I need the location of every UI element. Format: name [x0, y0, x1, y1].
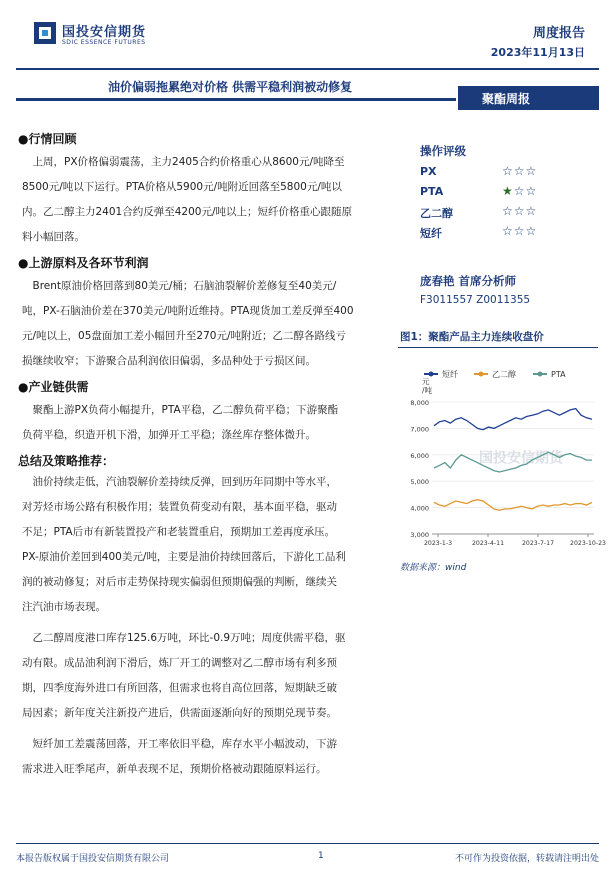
star-icon: ☆☆☆ [502, 204, 538, 218]
y-tick-label: 5,000 [410, 478, 429, 487]
section-title-summary: 总结及策略推荐： [18, 454, 115, 468]
x-tick-label: 2023-10-23 [570, 540, 606, 547]
paragraph-upstream: Brent原油价格回落到80美元/桶；石脑油裂解价差修复至40美元/ 吨，PX-石脑油价差在370美元/吨附近维持。PTA现货加工差反弹至400 元/吨以上，05盘面加工差小幅回升至270元/吨附近；乙二醇各路线亏 损继续收窄；下游聚合品利润依旧偏弱，多品种处于亏损区间。 [22, 280, 354, 367]
legend-label: 短纤 [442, 370, 458, 379]
footer-divider [16, 843, 599, 844]
paragraph-summary: 油价持续走低，汽油裂解价差持续反弹，回到历年同期中等水平， 对芳烃市场公路有积极作用；装置负荷变动有限，基本面平稳，驱动 不足；PTA后市有新装置投产和老装置重启，预期加工差再度承压。 PX-原油价差回到400美元/吨，主要是油价持续回落后，下游化工品利 润的被动修复；对后市走势保持现实偏弱但预期偏强的判断，继续关 注汽油市场表现。 乙二醇周度港口库存125.6万吨，环比-0.9万吨；周度供需平稳，驱 动有限。成品油利润下滑后，炼厂开工的调整对乙二醇市场有利多预 期，四季度海外进口有所回落，但需求也将自高位回落，短期缺乏破 局因素；新年度关注新投产进后，供需面逐渐向好的预期兑现节奏。 短纤加工差震荡回落，开工率依旧平稳，库存水平小幅波动，下游 需求进入旺季尾声，新单表现不足，预期价格被动跟随原料运行。 [22, 476, 346, 775]
legend-marker [538, 372, 543, 377]
company-logo-icon [34, 22, 56, 44]
series-line [434, 500, 592, 511]
legend-marker [429, 372, 434, 377]
paragraph-supply-demand: 聚酯上游PX负荷小幅提升，PTA平稳，乙二醇负荷平稳；下游聚酯 负荷平稳，织造开机下滑，加弹开工平稳；涤丝库存整体微升。 [22, 404, 339, 441]
y-tick-label: 6,000 [410, 451, 429, 460]
header-divider [16, 68, 599, 70]
section-tab-label: 聚酯周报 [482, 92, 531, 106]
company-name-en: SDIC ESSENCE FUTURES [62, 39, 146, 46]
series-line [434, 409, 592, 430]
rating-row-psf: 短纤 ☆☆☆ [420, 224, 538, 240]
analyst-name: 庞春艳 首席分析师 [420, 274, 517, 288]
star-icon: ☆☆☆ [502, 164, 538, 178]
figure-title: 图1：聚酯产品主力连续收盘价 [400, 331, 544, 343]
price-line-chart [396, 352, 606, 552]
section-title-supply-demand: ●产业链供需 [18, 380, 89, 394]
x-tick-label: 2023-1-3 [423, 540, 453, 547]
paragraph-market-review: 上周，PX价格偏弱震荡，主力2405合约价格重心从8600元/吨降至 8500元/吨以下运行。PTA价格从5900元/吨附近回落至5800元/吨以 内。乙二醇主力2401合约反弹至4200元/吨以上；短纤价格重心跟随原 料小幅回落。 [22, 156, 352, 243]
star-icon: ☆☆☆ [502, 224, 538, 238]
footer-copyright: 本报告版权属于国投安信期货有限公司 [16, 854, 170, 864]
legend-marker [479, 372, 484, 377]
legend-label: PTA [551, 370, 566, 379]
star-icon: ★☆☆ [502, 184, 538, 198]
company-name: 国投安信期货 [62, 25, 147, 40]
x-tick-label: 2023-7-17 [521, 540, 555, 547]
y-axis-unit: 元 [422, 377, 430, 386]
page-number: 1 [318, 851, 324, 861]
x-tick-label: 2023-4-11 [471, 540, 505, 547]
report-date: 2023年11月13日 [490, 46, 585, 59]
y-tick-label: 4,000 [410, 504, 429, 513]
data-source: 数据来源：wind [400, 563, 467, 573]
figure-divider [398, 347, 598, 348]
rating-row-pta: PTA ★☆☆ [420, 184, 538, 198]
analyst-ids: F3011557 Z0011355 [420, 294, 531, 306]
section-title-upstream: ●上游原料及各环节利润 [18, 256, 149, 270]
y-tick-label: 7,000 [410, 425, 429, 434]
headline: 油价偏弱拖累绝对价格 供需平稳利润被动修复 [108, 80, 353, 94]
rating-row-meg: 乙二醇 ☆☆☆ [420, 204, 538, 220]
rating-row-px: PX ☆☆☆ [420, 164, 538, 178]
footer-disclaimer: 不可作为投资依据，转载请注明出处 [454, 854, 599, 864]
y-tick-label: 3,000 [410, 531, 429, 539]
y-tick-label: 8,000 [410, 399, 429, 407]
report-type: 周度报告 [532, 26, 585, 41]
watermark: 国投安信期货 [479, 450, 563, 467]
section-title-market-review: ●行情回顾 [18, 132, 77, 146]
y-axis-unit: /吨 [422, 386, 433, 395]
rating-title: 操作评级 [420, 144, 466, 158]
legend-label: 乙二醇 [492, 370, 516, 379]
